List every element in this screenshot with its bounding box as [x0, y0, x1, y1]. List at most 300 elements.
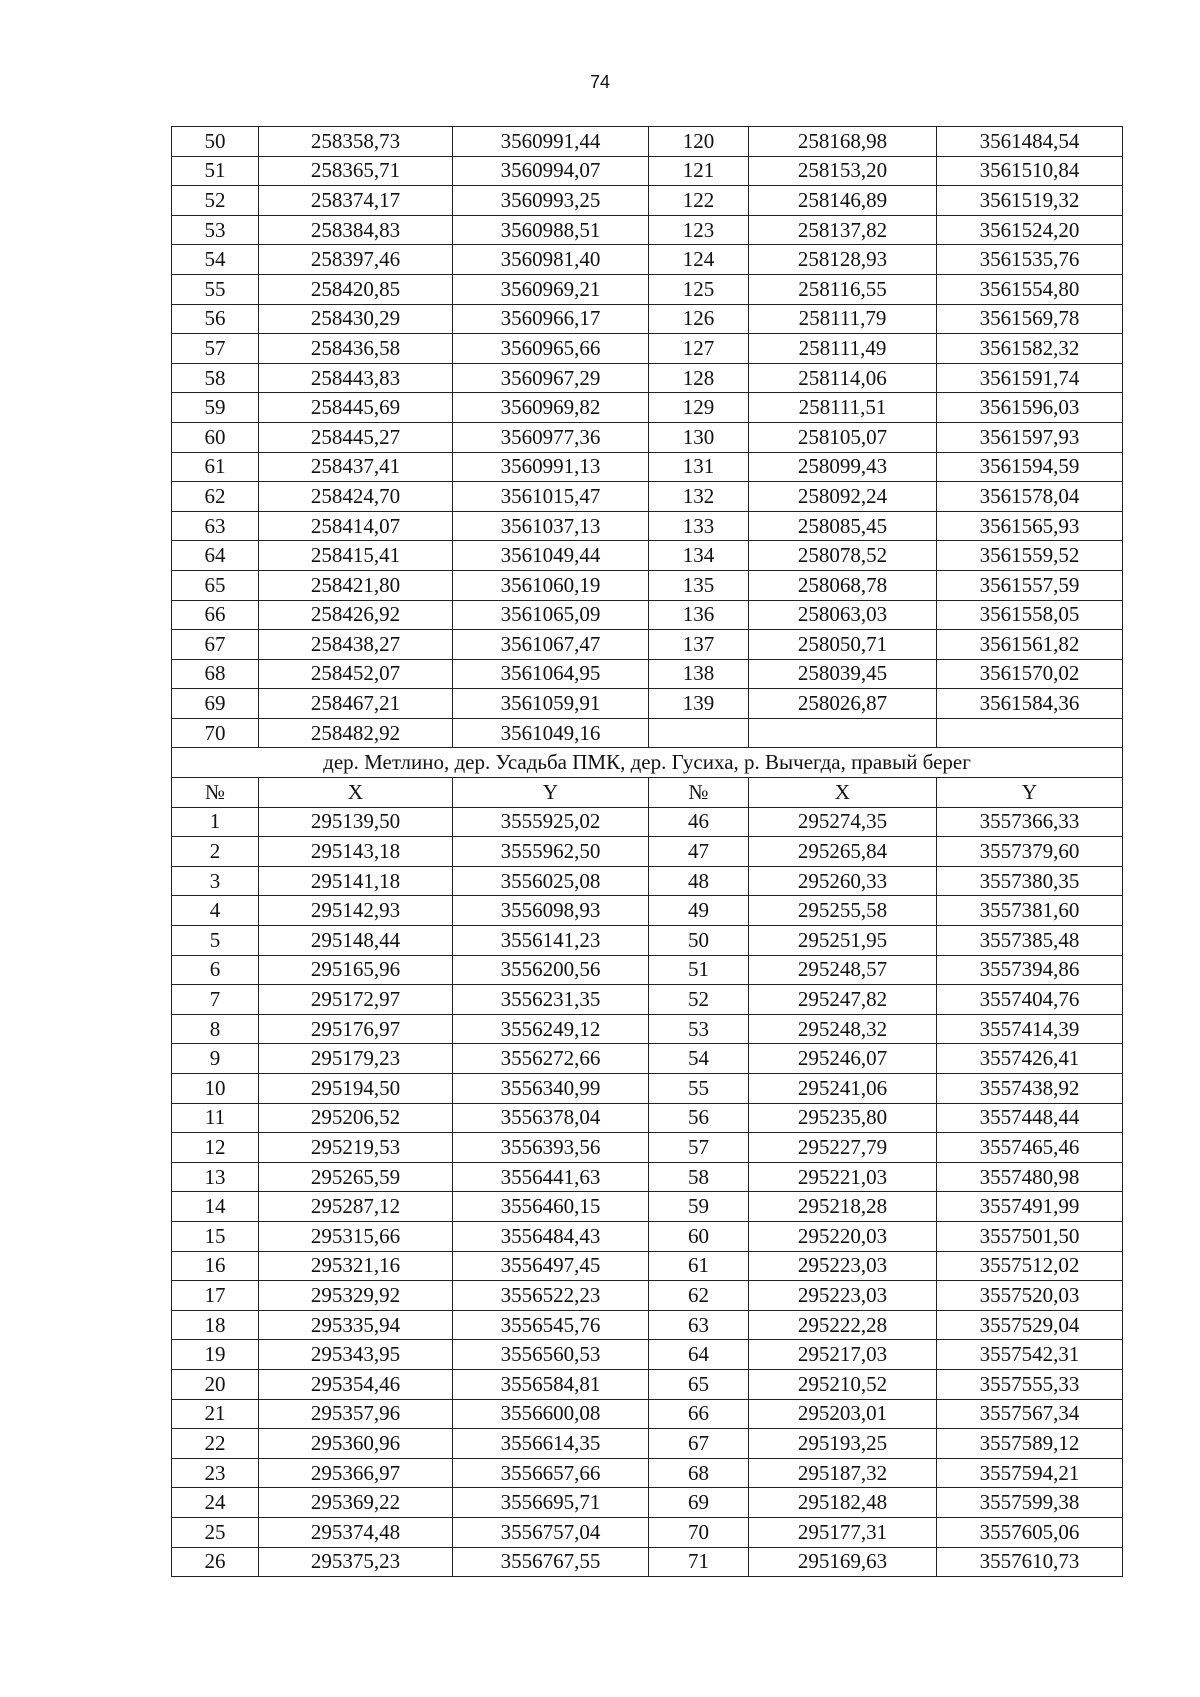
table-row	[172, 1281, 1123, 1311]
table-cell: 62	[649, 1281, 749, 1311]
table-cell: 3555925,02	[453, 807, 649, 837]
table-cell: 295374,48	[259, 1517, 453, 1547]
table-cell: 1	[172, 807, 259, 837]
table-cell: 54	[649, 1044, 749, 1074]
table-cell: 258128,93	[749, 245, 937, 275]
table-cell: 3557542,31	[937, 1340, 1123, 1370]
table-cell: 63	[172, 511, 259, 541]
table-cell: 295265,84	[749, 837, 937, 867]
table-cell: 59	[649, 1192, 749, 1222]
table-row	[172, 1251, 1123, 1281]
table-cell: 295206,52	[259, 1103, 453, 1133]
table-row	[172, 866, 1123, 896]
table-cell: 295246,07	[749, 1044, 937, 1074]
table-cell: 134	[649, 541, 749, 571]
table-cell: 3561037,13	[453, 511, 649, 541]
table-cell: 61	[649, 1251, 749, 1281]
table-cell: 65	[172, 570, 259, 600]
table-cell: 68	[172, 659, 259, 689]
table-cell: 258445,27	[259, 422, 453, 452]
table-cell: 20	[172, 1369, 259, 1399]
table-row	[172, 896, 1123, 926]
table-row	[172, 304, 1123, 334]
table-cell: 3556393,56	[453, 1133, 649, 1163]
table-cell: 258068,78	[749, 570, 937, 600]
table-cell: 3556657,66	[453, 1458, 649, 1488]
table-cell: 70	[172, 718, 259, 748]
table-cell: 21	[172, 1399, 259, 1429]
table-cell: 258420,85	[259, 274, 453, 304]
table-row	[172, 630, 1123, 660]
table-cell: 3556584,81	[453, 1369, 649, 1399]
table-cell: 295335,94	[259, 1310, 453, 1340]
table-cell: 3557501,50	[937, 1221, 1123, 1251]
table-cell: 258137,82	[749, 215, 937, 245]
table-cell: 3561594,59	[937, 452, 1123, 482]
table-cell: 71	[649, 1547, 749, 1577]
table-cell: 64	[172, 541, 259, 571]
table-cell: 258146,89	[749, 186, 937, 216]
table-row	[172, 1103, 1123, 1133]
table-cell: 18	[172, 1310, 259, 1340]
coordinates-table-body	[172, 127, 1123, 1577]
table-row	[172, 1310, 1123, 1340]
table-cell: 66	[649, 1399, 749, 1429]
table-row	[172, 1458, 1123, 1488]
table-cell: 57	[649, 1133, 749, 1163]
table-cell: 3561535,76	[937, 245, 1123, 275]
table-cell: 3556272,66	[453, 1044, 649, 1074]
table-cell: 69	[172, 689, 259, 719]
table-cell: 258437,41	[259, 452, 453, 482]
table-row	[172, 393, 1123, 423]
column-header: Y	[453, 778, 649, 808]
table-cell: 12	[172, 1133, 259, 1163]
table-cell: 3561554,80	[937, 274, 1123, 304]
table-row	[172, 1340, 1123, 1370]
table-cell: 258050,71	[749, 630, 937, 660]
table-cell: 295221,03	[749, 1162, 937, 1192]
table-cell: 3561558,05	[937, 600, 1123, 630]
table-cell: 14	[172, 1192, 259, 1222]
table-cell: 59	[172, 393, 259, 423]
table-cell: 3556614,35	[453, 1429, 649, 1459]
table-cell: 258111,49	[749, 334, 937, 364]
table-cell: 3557426,41	[937, 1044, 1123, 1074]
table-row	[172, 1133, 1123, 1163]
table-row	[172, 807, 1123, 837]
table-cell: 120	[649, 127, 749, 157]
table-cell: 295203,01	[749, 1399, 937, 1429]
table-cell: 3557594,21	[937, 1458, 1123, 1488]
table-cell: 3557555,33	[937, 1369, 1123, 1399]
table-cell: 3561570,02	[937, 659, 1123, 689]
table-cell: 3557448,44	[937, 1103, 1123, 1133]
table-row	[172, 926, 1123, 956]
table-cell: 3561015,47	[453, 482, 649, 512]
table-cell: 50	[649, 926, 749, 956]
table-cell: 295223,03	[749, 1251, 937, 1281]
table-cell: 3557599,38	[937, 1488, 1123, 1518]
table-cell: 3557404,76	[937, 985, 1123, 1015]
table-cell: 19	[172, 1340, 259, 1370]
column-header: X	[259, 778, 453, 808]
table-cell: 295210,52	[749, 1369, 937, 1399]
table-cell: 295141,18	[259, 866, 453, 896]
table-cell: 15	[172, 1221, 259, 1251]
table-cell: 3556378,04	[453, 1103, 649, 1133]
table-row	[172, 1221, 1123, 1251]
table-cell: 64	[649, 1340, 749, 1370]
table-row	[172, 511, 1123, 541]
table-cell: 131	[649, 452, 749, 482]
table-cell: 258424,70	[259, 482, 453, 512]
table-cell: 3561597,93	[937, 422, 1123, 452]
table-cell: 3556767,55	[453, 1547, 649, 1577]
table-row	[172, 452, 1123, 482]
table-cell: 295223,03	[749, 1281, 937, 1311]
table-cell: 136	[649, 600, 749, 630]
table-cell: 3561059,91	[453, 689, 649, 719]
table-cell: 3561578,04	[937, 482, 1123, 512]
table-cell: 295165,96	[259, 955, 453, 985]
table-cell: 3561591,74	[937, 363, 1123, 393]
table-row	[172, 127, 1123, 157]
table-cell	[937, 718, 1123, 748]
table-cell	[649, 718, 749, 748]
table-cell: 49	[649, 896, 749, 926]
table-cell: 3560965,66	[453, 334, 649, 364]
table-cell: 133	[649, 511, 749, 541]
table-cell: 48	[649, 866, 749, 896]
table-cell: 123	[649, 215, 749, 245]
table-cell: 67	[172, 630, 259, 660]
table-cell: 55	[649, 1074, 749, 1104]
table-cell: 295247,82	[749, 985, 937, 1015]
table-cell: 295241,06	[749, 1074, 937, 1104]
table-cell: 295366,97	[259, 1458, 453, 1488]
table-cell: 5	[172, 926, 259, 956]
table-cell: 8	[172, 1014, 259, 1044]
table-cell: 295187,32	[749, 1458, 937, 1488]
table-cell: 295222,28	[749, 1310, 937, 1340]
table-cell: 258085,45	[749, 511, 937, 541]
table-cell: 295274,35	[749, 807, 937, 837]
table-cell: 3556545,76	[453, 1310, 649, 1340]
table-cell: 47	[649, 837, 749, 867]
table-cell: 3556441,63	[453, 1162, 649, 1192]
column-header: №	[649, 778, 749, 808]
table-cell: 258374,17	[259, 186, 453, 216]
table-cell: 3561524,20	[937, 215, 1123, 245]
table-cell: 130	[649, 422, 749, 452]
coordinates-table	[171, 126, 1123, 1577]
table-cell: 295375,23	[259, 1547, 453, 1577]
table-row	[172, 1399, 1123, 1429]
table-cell: 295217,03	[749, 1340, 937, 1370]
table-cell: 58	[649, 1162, 749, 1192]
table-row	[172, 156, 1123, 186]
table-row	[172, 215, 1123, 245]
table-cell: 3556200,56	[453, 955, 649, 985]
table-cell: 295369,22	[259, 1488, 453, 1518]
table-cell: 3557567,34	[937, 1399, 1123, 1429]
table-cell: 3	[172, 866, 259, 896]
table-row	[172, 245, 1123, 275]
table-cell: 258153,20	[749, 156, 937, 186]
table-cell: 295139,50	[259, 807, 453, 837]
table-row	[172, 985, 1123, 1015]
table-cell: 4	[172, 896, 259, 926]
table-cell: 51	[172, 156, 259, 186]
table-cell: 9	[172, 1044, 259, 1074]
table-cell: 66	[172, 600, 259, 630]
table-cell: 3556231,35	[453, 985, 649, 1015]
table-cell: 3560981,40	[453, 245, 649, 275]
table-cell: 3561064,95	[453, 659, 649, 689]
table-cell: 258063,03	[749, 600, 937, 630]
table-cell: 295315,66	[259, 1221, 453, 1251]
table-cell: 258168,98	[749, 127, 937, 157]
table-cell: 10	[172, 1074, 259, 1104]
table-row	[172, 1014, 1123, 1044]
table-cell: 53	[172, 215, 259, 245]
table-cell: 57	[172, 334, 259, 364]
table-cell: 3561484,54	[937, 127, 1123, 157]
table-cell: 295194,50	[259, 1074, 453, 1104]
table-cell: 3556497,45	[453, 1251, 649, 1281]
column-header: №	[172, 778, 259, 808]
table-cell: 3557414,39	[937, 1014, 1123, 1044]
page-number: 74	[589, 72, 611, 92]
table-cell: 295169,63	[749, 1547, 937, 1577]
table-cell: 295255,58	[749, 896, 937, 926]
table-cell: 22	[172, 1429, 259, 1459]
table-cell: 3556695,71	[453, 1488, 649, 1518]
table-cell	[749, 718, 937, 748]
table-cell: 295343,95	[259, 1340, 453, 1370]
table-row	[172, 837, 1123, 867]
table-cell: 132	[649, 482, 749, 512]
table-cell: 258438,27	[259, 630, 453, 660]
table-row	[172, 363, 1123, 393]
table-cell: 3560977,36	[453, 422, 649, 452]
section-title-row	[172, 748, 1123, 778]
table-cell: 3561557,59	[937, 570, 1123, 600]
table-cell: 2	[172, 837, 259, 867]
table-cell: 51	[649, 955, 749, 985]
table-row	[172, 186, 1123, 216]
table-cell: 258039,45	[749, 659, 937, 689]
table-cell: 127	[649, 334, 749, 364]
table-cell: 295360,96	[259, 1429, 453, 1459]
table-cell: 258092,24	[749, 482, 937, 512]
table-cell: 258114,06	[749, 363, 937, 393]
table-cell: 122	[649, 186, 749, 216]
table-cell: 3557394,86	[937, 955, 1123, 985]
table-cell: 258482,92	[259, 718, 453, 748]
table-row	[172, 689, 1123, 719]
header-row	[172, 778, 1123, 808]
table-cell: 3561559,52	[937, 541, 1123, 571]
table-cell: 63	[649, 1310, 749, 1340]
table-cell: 53	[649, 1014, 749, 1044]
table-cell: 3557520,03	[937, 1281, 1123, 1311]
table-cell: 3556460,15	[453, 1192, 649, 1222]
table-row	[172, 1547, 1123, 1577]
table-cell: 6	[172, 955, 259, 985]
table-cell: 3557438,92	[937, 1074, 1123, 1104]
table-cell: 56	[649, 1103, 749, 1133]
table-cell: 25	[172, 1517, 259, 1547]
table-cell: 295248,57	[749, 955, 937, 985]
table-cell: 258430,29	[259, 304, 453, 334]
table-cell: 258415,41	[259, 541, 453, 571]
table-cell: 258414,07	[259, 511, 453, 541]
table-cell: 295235,80	[749, 1103, 937, 1133]
table-cell: 3557379,60	[937, 837, 1123, 867]
table-cell: 56	[172, 304, 259, 334]
table-row	[172, 718, 1123, 748]
table-cell: 295227,79	[749, 1133, 937, 1163]
column-header: Y	[937, 778, 1123, 808]
table-cell: 258436,58	[259, 334, 453, 364]
table-cell: 60	[172, 422, 259, 452]
table-cell: 139	[649, 689, 749, 719]
table-cell: 3557491,99	[937, 1192, 1123, 1222]
table-row	[172, 274, 1123, 304]
table-row	[172, 1517, 1123, 1547]
table-cell: 258111,79	[749, 304, 937, 334]
table-cell: 295193,25	[749, 1429, 937, 1459]
table-cell: 258426,92	[259, 600, 453, 630]
table-row	[172, 1162, 1123, 1192]
table-cell: 138	[649, 659, 749, 689]
table-cell: 295248,32	[749, 1014, 937, 1044]
table-cell: 3557385,48	[937, 926, 1123, 956]
table-cell: 58	[172, 363, 259, 393]
table-row	[172, 1074, 1123, 1104]
table-row	[172, 955, 1123, 985]
table-cell: 3557589,12	[937, 1429, 1123, 1459]
section-title: дер. Метлино, дер. Усадьба ПМК, дер. Гусиха, р. Вычегда, правый берег	[172, 748, 1123, 778]
table-cell: 13	[172, 1162, 259, 1192]
table-row	[172, 1488, 1123, 1518]
table-cell: 3561049,44	[453, 541, 649, 571]
table-cell: 7	[172, 985, 259, 1015]
table-row	[172, 422, 1123, 452]
table-cell: 3560991,44	[453, 127, 649, 157]
table-cell: 3556249,12	[453, 1014, 649, 1044]
table-cell: 295357,96	[259, 1399, 453, 1429]
table-cell: 295179,23	[259, 1044, 453, 1074]
table-cell: 258421,80	[259, 570, 453, 600]
table-cell: 3556141,23	[453, 926, 649, 956]
table-row	[172, 1192, 1123, 1222]
table-cell: 295321,16	[259, 1251, 453, 1281]
table-cell: 258467,21	[259, 689, 453, 719]
table-cell: 295329,92	[259, 1281, 453, 1311]
table-cell: 258078,52	[749, 541, 937, 571]
table-cell: 61	[172, 452, 259, 482]
table-cell: 68	[649, 1458, 749, 1488]
table-cell: 295182,48	[749, 1488, 937, 1518]
table-cell: 295251,95	[749, 926, 937, 956]
table-cell: 295142,93	[259, 896, 453, 926]
table-row	[172, 570, 1123, 600]
table-cell: 3556484,43	[453, 1221, 649, 1251]
table-cell: 3556560,53	[453, 1340, 649, 1370]
table-cell: 258452,07	[259, 659, 453, 689]
table-cell: 128	[649, 363, 749, 393]
table-cell: 258105,07	[749, 422, 937, 452]
table-cell: 258111,51	[749, 393, 937, 423]
table-cell: 135	[649, 570, 749, 600]
table-row	[172, 541, 1123, 571]
table-cell: 3561596,03	[937, 393, 1123, 423]
table-row	[172, 600, 1123, 630]
table-cell: 3560969,82	[453, 393, 649, 423]
table-cell: 3556600,08	[453, 1399, 649, 1429]
table-cell: 295265,59	[259, 1162, 453, 1192]
table-cell: 67	[649, 1429, 749, 1459]
table-cell: 3560969,21	[453, 274, 649, 304]
table-cell: 258358,73	[259, 127, 453, 157]
table-cell: 295354,46	[259, 1369, 453, 1399]
table-cell: 258443,83	[259, 363, 453, 393]
table-cell: 3556025,08	[453, 866, 649, 896]
table-cell: 26	[172, 1547, 259, 1577]
table-row	[172, 334, 1123, 364]
table-cell: 126	[649, 304, 749, 334]
table-cell: 3561060,19	[453, 570, 649, 600]
table-cell: 3561582,32	[937, 334, 1123, 364]
table-cell: 295218,28	[749, 1192, 937, 1222]
table-cell: 3561565,93	[937, 511, 1123, 541]
table-cell: 121	[649, 156, 749, 186]
table-cell: 3560994,07	[453, 156, 649, 186]
table-cell: 50	[172, 127, 259, 157]
table-cell: 3557480,98	[937, 1162, 1123, 1192]
table-cell: 3556522,23	[453, 1281, 649, 1311]
table-cell: 3557380,35	[937, 866, 1123, 896]
table-cell: 3555962,50	[453, 837, 649, 867]
table-cell: 3561519,32	[937, 186, 1123, 216]
table-cell: 3557381,60	[937, 896, 1123, 926]
table-row	[172, 1369, 1123, 1399]
table-cell: 69	[649, 1488, 749, 1518]
table-cell: 54	[172, 245, 259, 275]
table-row	[172, 659, 1123, 689]
table-cell: 3560967,29	[453, 363, 649, 393]
table-cell: 3556098,93	[453, 896, 649, 926]
table-cell: 295143,18	[259, 837, 453, 867]
table-cell: 295219,53	[259, 1133, 453, 1163]
table-cell: 23	[172, 1458, 259, 1488]
table-cell: 129	[649, 393, 749, 423]
table-cell: 295177,31	[749, 1517, 937, 1547]
table-cell: 3561561,82	[937, 630, 1123, 660]
table-cell: 295220,03	[749, 1221, 937, 1251]
table-cell: 3560991,13	[453, 452, 649, 482]
table-cell: 62	[172, 482, 259, 512]
table-cell: 3557529,04	[937, 1310, 1123, 1340]
table-cell: 17	[172, 1281, 259, 1311]
table-cell: 3560993,25	[453, 186, 649, 216]
table-cell: 55	[172, 274, 259, 304]
table-row	[172, 1044, 1123, 1074]
table-cell: 3561510,84	[937, 156, 1123, 186]
